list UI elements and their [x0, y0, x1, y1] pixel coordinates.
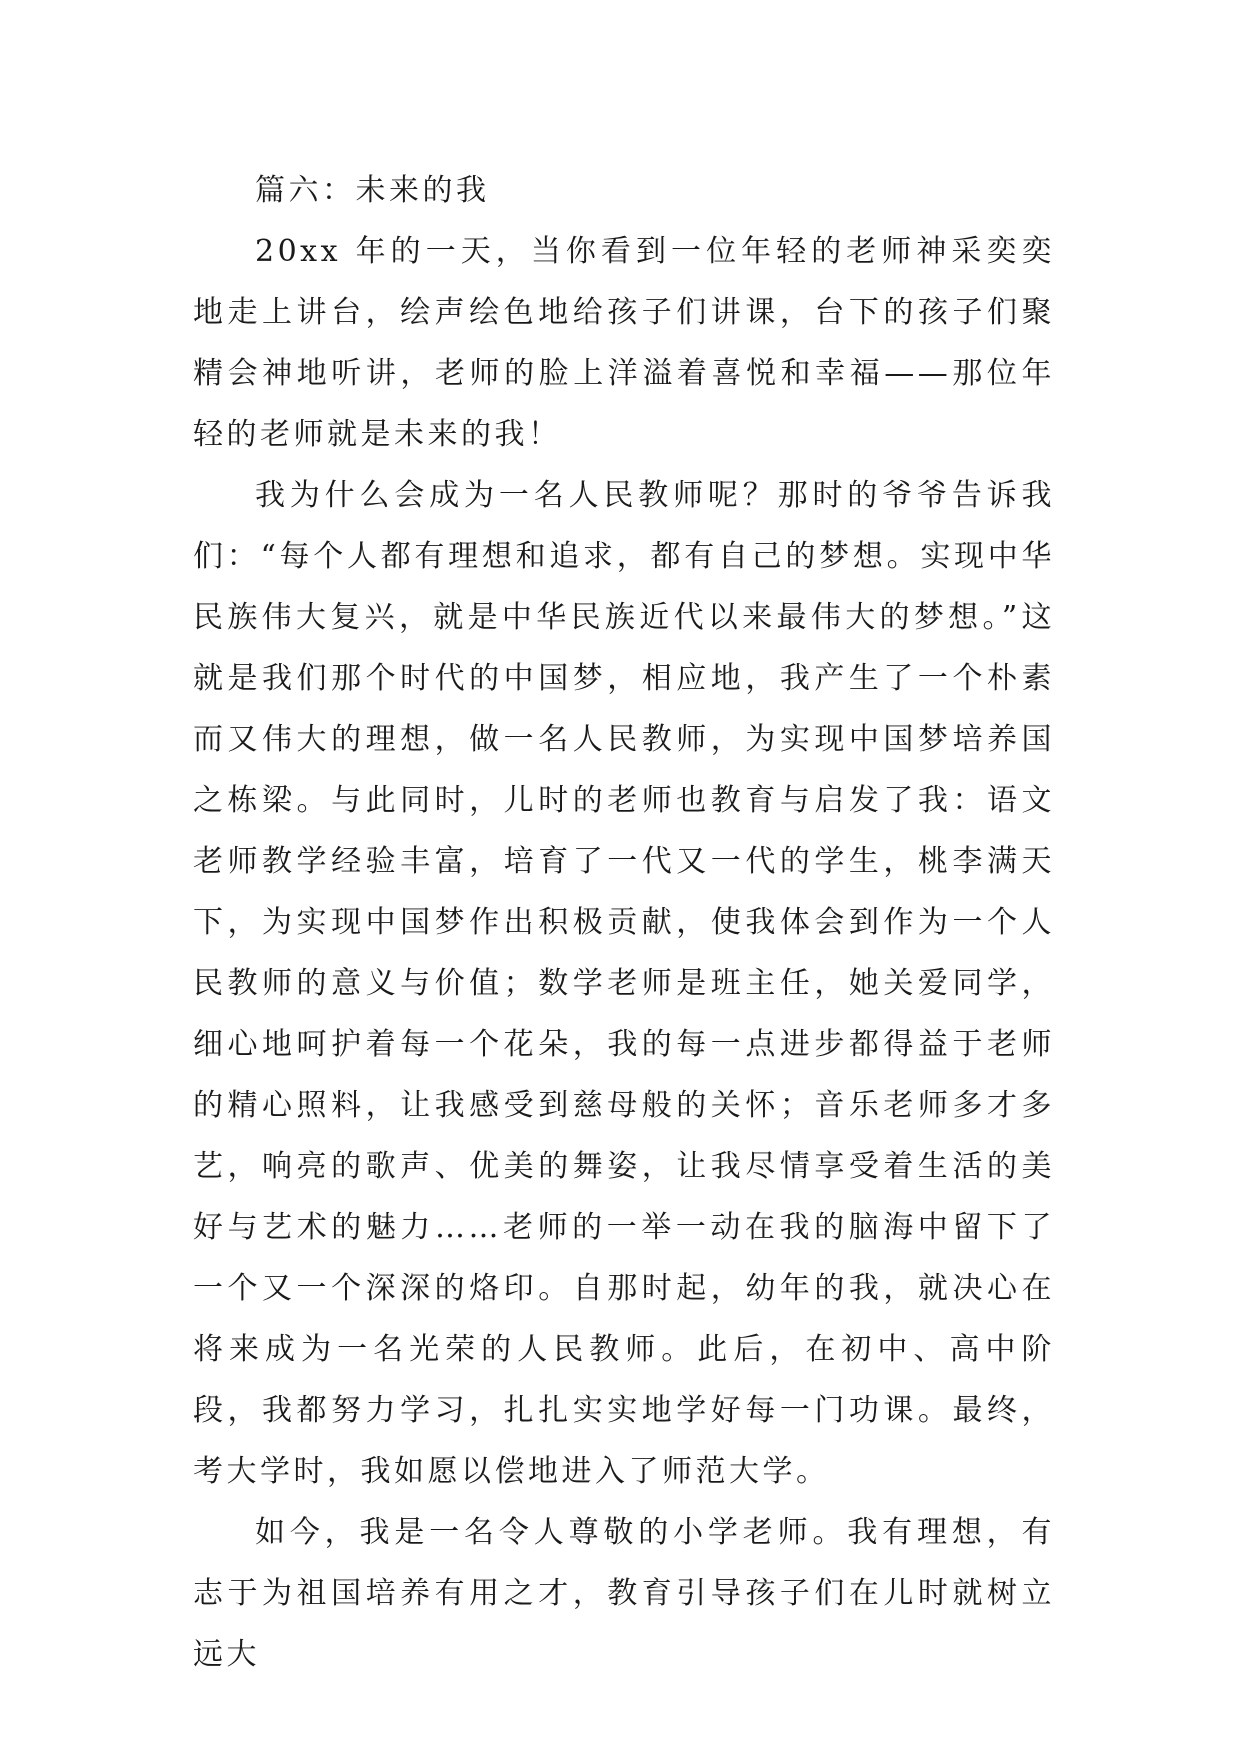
- section-heading: 篇六：未来的我: [255, 173, 490, 208]
- document-body: [193, 160, 1055, 1685]
- paragraph-2: 我为什么会成为一名人民教师呢？那时的爷爷告诉我们：“每个人都有理想和追求，都有自己的梦想。实现中华民族伟大复兴，就是中华民族近代以来最伟大的梦想。”这就是我们那个时代的中国梦，相应地，我产生了一个朴素而又伟大的理想，做一名人民教师，为实现中国梦培养国之栋梁。与此同时，儿时的老师也教育与启发了我：语文老师教学经验丰富，培育了一代又一代的学生，桃李满天下，为实现中国梦作出积极贡献，使我体会到作为一个人民教师的意义与价值；数学老师是班主任，她关爱同学，细心地呵护着每一个花朵，我的每一点进步都得益于老师的精心照料，让我感受到慈母般的关怀；音乐老师多才多艺，响亮的歌声、优美的舞姿，让我尽情享受着生活的美好与艺术的魅力……老师的一举一动在我的脑海中留下了一个又一个深深的烙印。自那时起，幼年的我，就决心在将来成为一名光荣的人民教师。此后，在初中、高中阶段，我都努力学习，扎扎实实地学好每一门功课。最终，考大学时，我如愿以偿地进入了师范大学。: [193, 478, 1055, 1489]
- paragraph-1: 20xx 年的一天，当你看到一位年轻的老师神采奕奕地走上讲台，绘声绘色地给孩子们讲课，台下的孩子们聚精会神地听讲，老师的脸上洋溢着喜悦和幸福——那位年轻的老师就是未来的我！: [193, 234, 1055, 452]
- paragraph-3: 如今，我是一名令人尊敬的小学老师。我有理想，有志于为祖国培养有用之才，教育引导孩子们在儿时就树立远大: [193, 1515, 1055, 1672]
